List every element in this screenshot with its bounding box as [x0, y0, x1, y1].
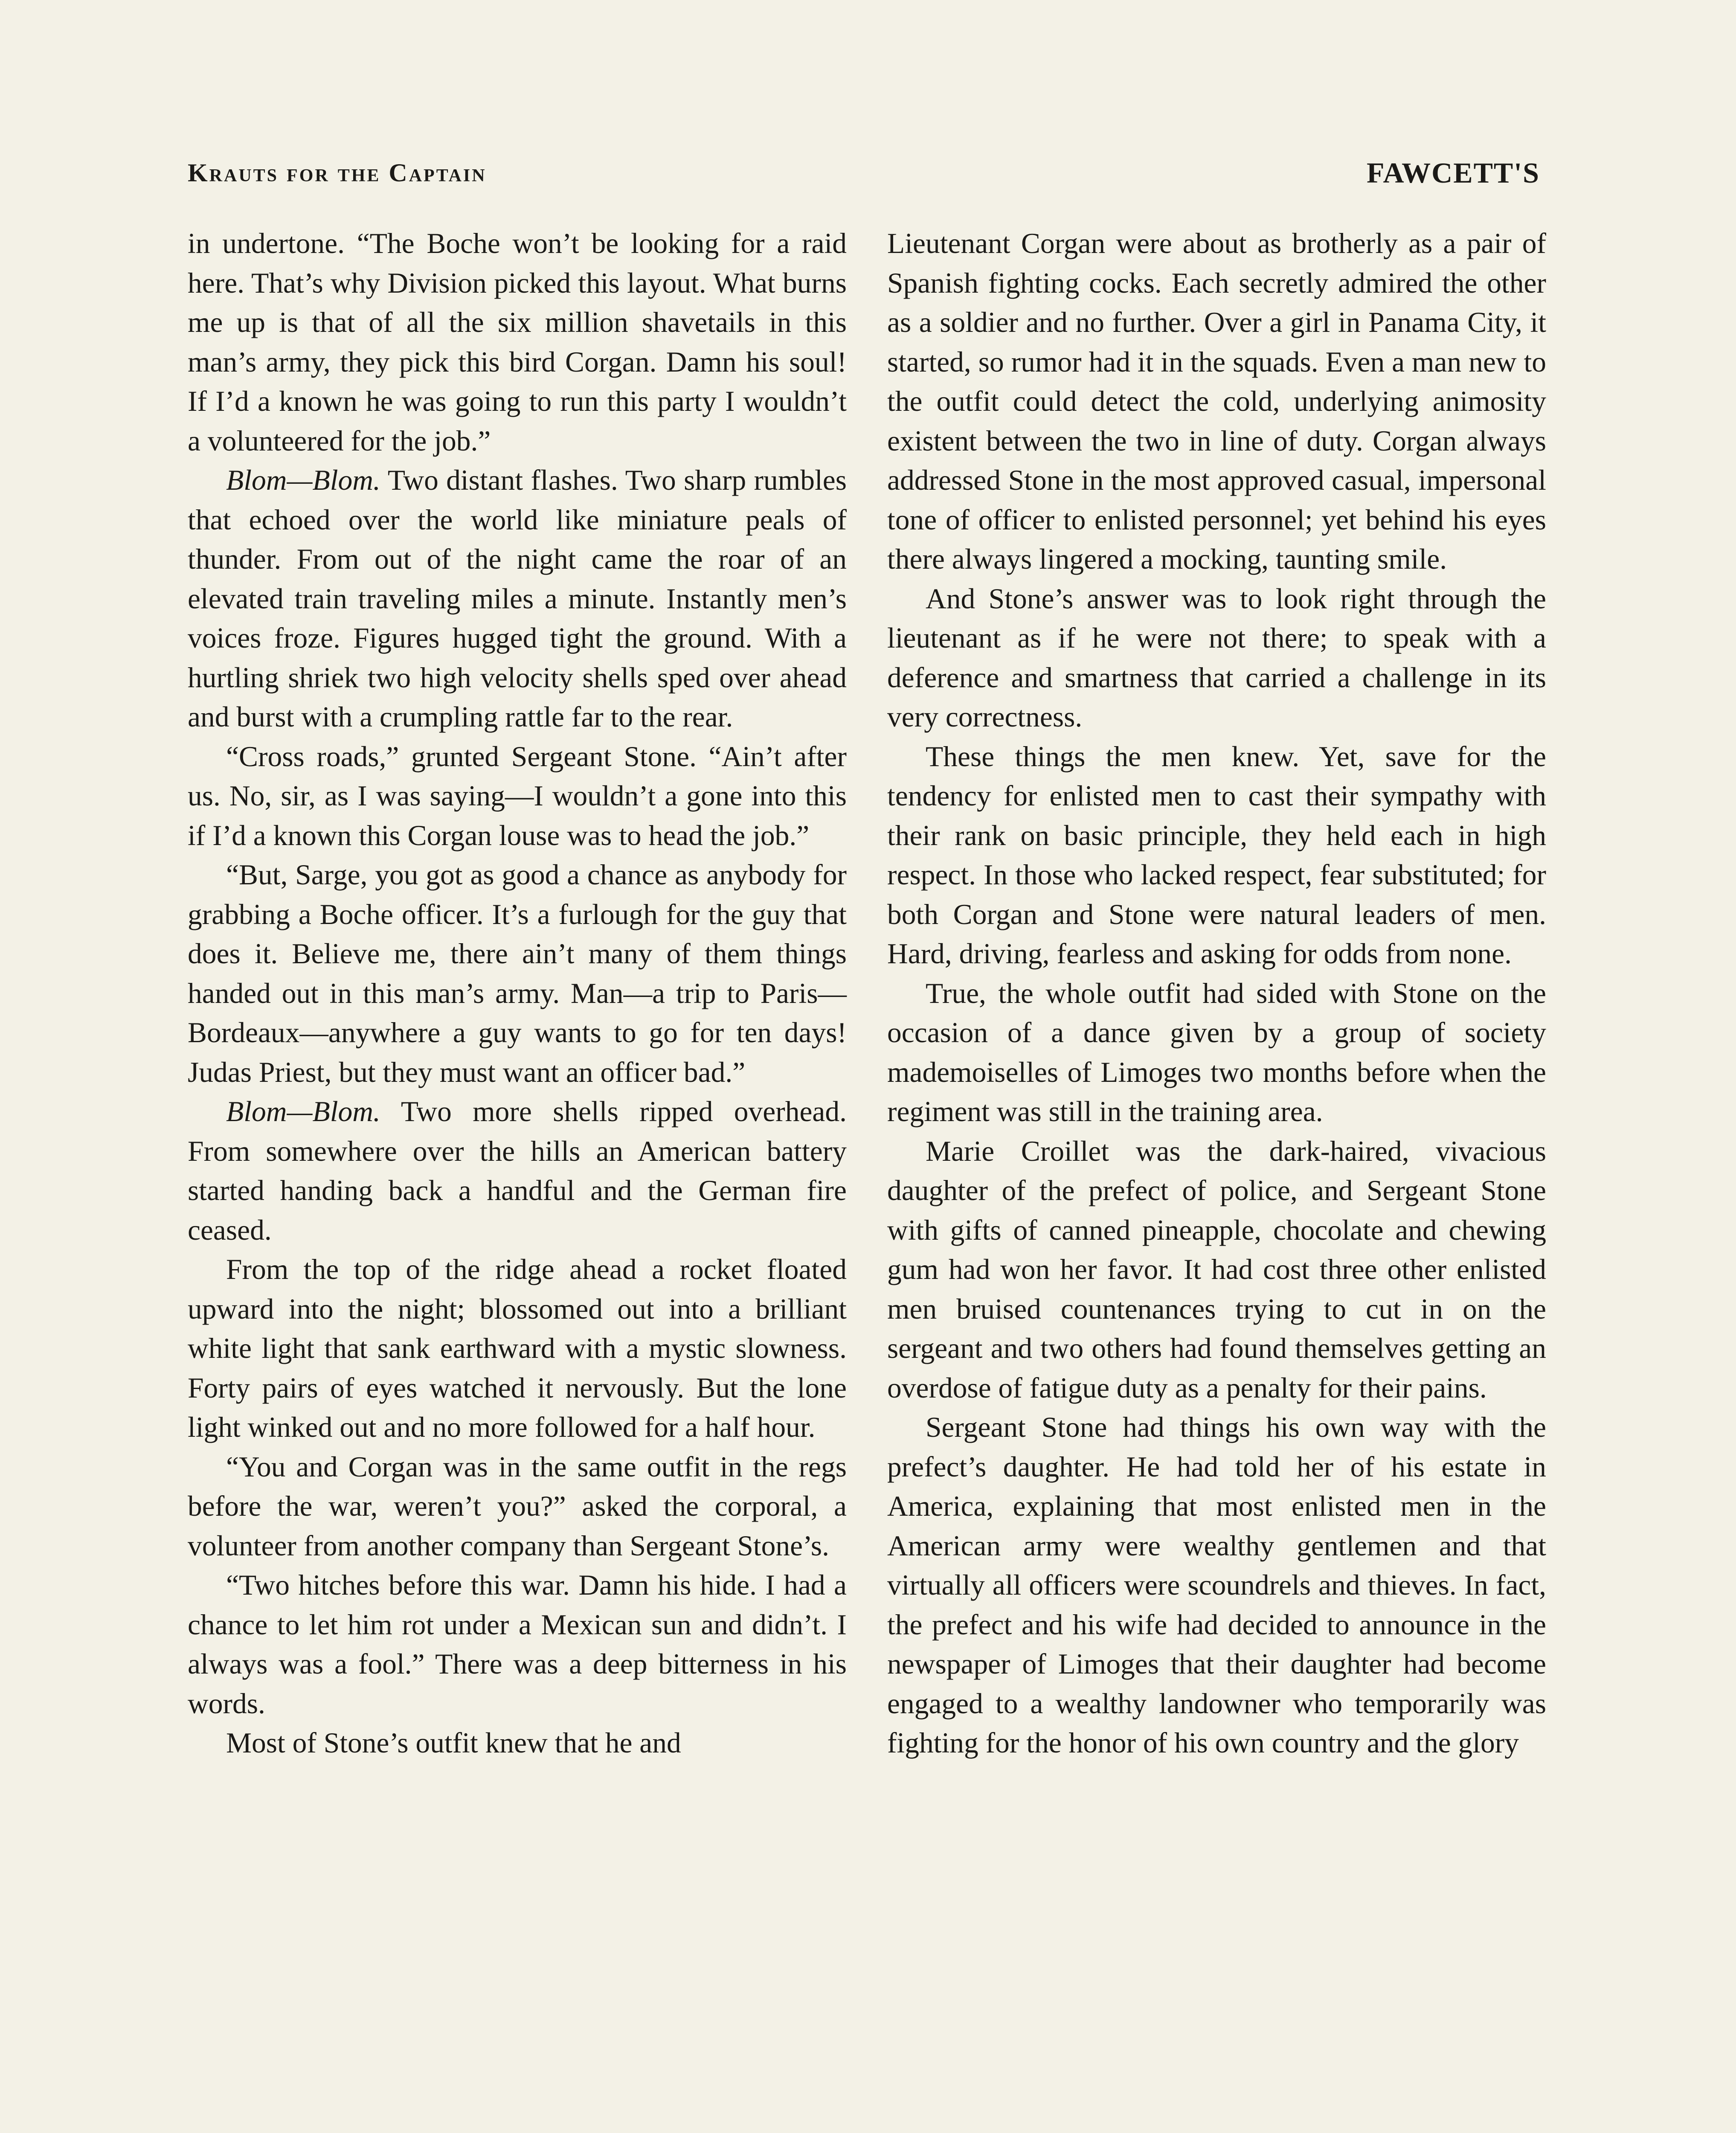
- paragraph-text: “Two hitches before this war. Damn his hide. I had a chance to let him rot under a Mexican sun and didn’t. I always was a fool.” There was a deep bitterness in his words.: [188, 1569, 847, 1720]
- paragraph: [887, 1132, 1546, 1408]
- paragraph-text: These things the men knew. Yet, save for the tendency for enlisted men to cast their sympathy with their rank on basic principle, they held each in high respect. In those who lacked respect, fear substituted; for both Corgan and Stone were natural leaders of men. Hard, driving, fearless and asking for odds from none.: [887, 740, 1546, 970]
- paragraph: [188, 1723, 847, 1763]
- paragraph: [188, 1250, 847, 1447]
- paragraph-lead: Blom—Blom.: [226, 464, 380, 496]
- paragraph: [188, 1447, 847, 1566]
- paragraph: [188, 461, 847, 737]
- paragraph-text: “You and Corgan was in the same outfit in the regs before the war, weren’t you?” asked the corporal, a volunteer from another company than Sergeant Stone’s.: [188, 1450, 847, 1562]
- paragraph-text: Marie Croillet was the dark-haired, vivacious daughter of the prefect of police, and Sergeant Stone with gifts of canned pineapple, chocolate and chewing gum had won her favor. It had cost three other enlisted men bruised countenances trying to cut in on the sergeant and two others had found themselves getting an overdose of fatigue duty as a penalty for their pains.: [887, 1135, 1546, 1404]
- paragraph-text: Lieutenant Corgan were about as brotherly as a pair of Spanish fighting cocks. Each secretly admired the other as a soldier and no further. Over a girl in Panama City, it started, so rumor had it in the squads. Even a man new to the outfit could detect the cold, underlying animosity existent between the two in line of duty. Corgan always addressed Stone in the most approved casual, impersonal tone of officer to enlisted personnel; yet behind his eyes there always lingered a mocking, taunting smile.: [887, 227, 1546, 575]
- magazine-name: FAWCETT'S: [1367, 156, 1540, 189]
- paragraph-text: in undertone. “The Boche won’t be looking for a raid here. That’s why Division picked this layout. What burns me up is that of all the six million shavetails in this man’s army, they pick this bird Corgan. Damn his soul! If I’d a known he was going to run this party I wouldn’t a volunteered for the job.”: [188, 227, 847, 457]
- left-column: [188, 224, 847, 1763]
- paragraph: [887, 974, 1546, 1132]
- story-title: Krauts for the Captain: [188, 158, 487, 187]
- paragraph: [188, 224, 847, 461]
- paragraph-text: Most of Stone’s outfit knew that he and: [226, 1727, 681, 1759]
- paragraph-text: Sergeant Stone had things his own way with the prefect’s daughter. He had told her of his estate in America, explaining that most enlisted men in the American army were wealthy gentlemen and that virtually all officers were scoundrels and thieves. In fact, the prefect and his wife had decided to announce in the newspaper of Limoges that their daughter had become engaged to a wealthy landowner who temporarily was fighting for the honor of his own country and the glory: [887, 1411, 1546, 1759]
- running-head: [188, 149, 1540, 196]
- paragraph: [887, 1408, 1546, 1763]
- paragraph-text: “Cross roads,” grunted Sergeant Stone. “Ain’t after us. No, sir, as I was saying—I wouldn’t a gone into this if I’d a known this Corgan louse was to head the job.”: [188, 740, 847, 851]
- paragraph: [188, 855, 847, 1092]
- paragraph-text: From the top of the ridge ahead a rocket floated upward into the night; blossomed out into a brilliant white light that sank earthward with a mystic slowness. Forty pairs of eyes watched it nervously. But the lone light winked out and no more followed for a half hour.: [188, 1253, 847, 1443]
- paragraph-text: Two more shells ripped overhead. From somewhere over the hills an American battery started handing back a handful and the German fire ceased.: [188, 1096, 847, 1246]
- paragraph: [188, 1566, 847, 1723]
- paragraph-text: True, the whole outfit had sided with Stone on the occasion of a dance given by a group of society mademoiselles of Limoges two months before when the regiment was still in the training area.: [887, 977, 1546, 1128]
- paragraph: [887, 579, 1546, 737]
- paragraph: [887, 224, 1546, 579]
- paragraph: [887, 737, 1546, 974]
- right-column: [887, 224, 1546, 1763]
- paragraph-lead: Blom—Blom.: [226, 1096, 380, 1128]
- paragraph-text: Two distant flashes. Two sharp rumbles that echoed over the world like miniature peals of thunder. From out of the night came the roar of an elevated train traveling miles a minute. Instantly men’s voices froze. Figures hugged tight the ground. With a hurtling shriek two high velocity shells sped over ahead and burst with a crumpling rattle far to the rear.: [188, 464, 847, 733]
- paragraph-text: And Stone’s answer was to look right through the lieutenant as if he were not there; to speak with a deference and smartness that carried a challenge in its very correctness.: [887, 582, 1546, 733]
- paragraph: [188, 737, 847, 856]
- paragraph: [188, 1092, 847, 1250]
- paragraph-text: “But, Sarge, you got as good a chance as anybody for grabbing a Boche officer. It’s a furlough for the guy that does it. Believe me, there ain’t many of them things handed out in this man’s army. Man—a trip to Paris—Bordeaux—anywhere a guy wants to go for ten days! Judas Priest, but they must want an officer bad.”: [188, 859, 847, 1088]
